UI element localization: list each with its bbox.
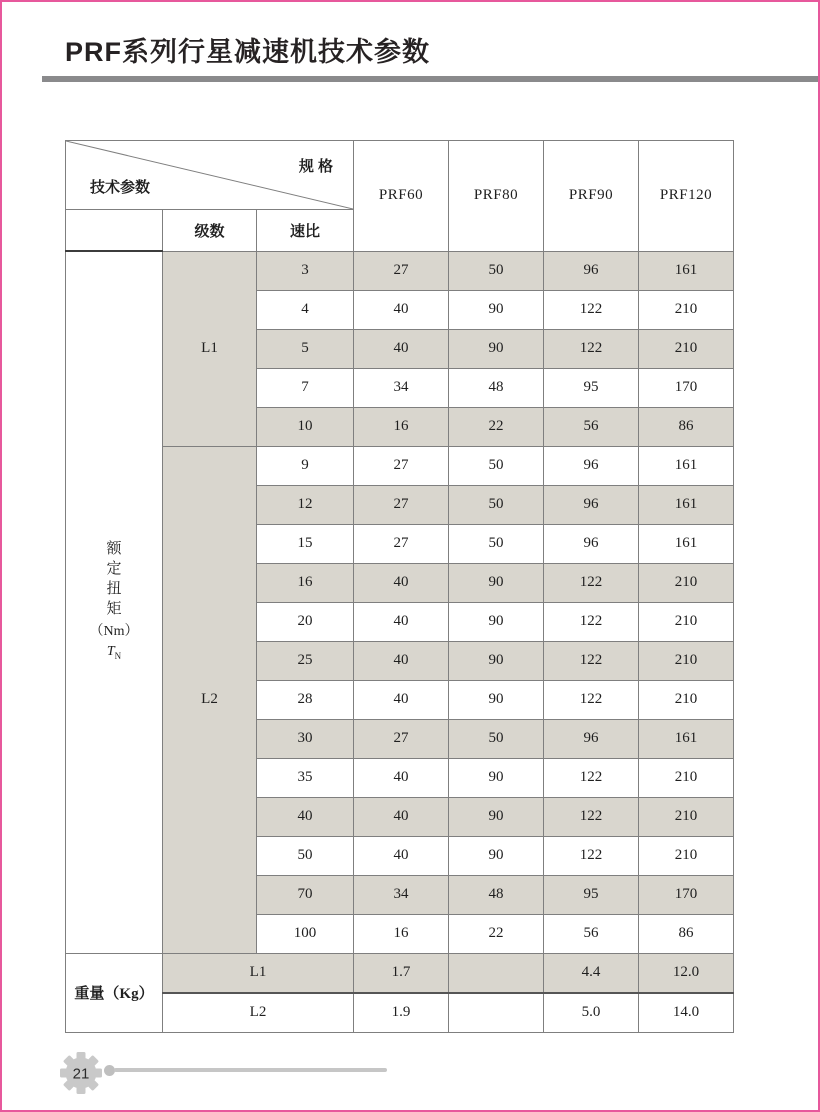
value-cell: 96 xyxy=(544,485,639,524)
value-cell: 122 xyxy=(544,602,639,641)
value-cell: 210 xyxy=(639,758,734,797)
ratio-cell: 30 xyxy=(257,719,354,758)
value-cell: 170 xyxy=(639,368,734,407)
value-cell: 90 xyxy=(449,797,544,836)
column-header-prf80: PRF80 xyxy=(449,141,544,252)
value-cell: 50 xyxy=(449,524,544,563)
value-cell: 40 xyxy=(354,602,449,641)
value-cell: 56 xyxy=(544,407,639,446)
table-body xyxy=(66,251,734,1032)
value-cell: 90 xyxy=(449,602,544,641)
value-cell: 40 xyxy=(354,290,449,329)
value-cell: 16 xyxy=(354,407,449,446)
value-cell: 90 xyxy=(449,680,544,719)
torque-label-char: 额 xyxy=(106,540,122,557)
title-underline xyxy=(42,76,818,82)
corner-label-spec: 规 格 xyxy=(298,158,334,175)
value-cell: 14.0 xyxy=(639,993,734,1033)
value-cell: 210 xyxy=(639,329,734,368)
ratio-cell: 9 xyxy=(257,446,354,485)
header-row-1 xyxy=(66,141,734,210)
value-cell: 161 xyxy=(639,524,734,563)
ratio-cell: 4 xyxy=(257,290,354,329)
value-cell: 210 xyxy=(639,836,734,875)
stage-header: 级数 xyxy=(163,210,257,252)
value-cell: 122 xyxy=(544,641,639,680)
value-cell: 4.4 xyxy=(544,953,639,993)
value-cell: 50 xyxy=(449,485,544,524)
ratio-cell: 16 xyxy=(257,563,354,602)
value-cell: 1.9 xyxy=(354,993,449,1033)
value-cell: 40 xyxy=(354,680,449,719)
ratio-cell: 100 xyxy=(257,914,354,953)
ratio-cell: 5 xyxy=(257,329,354,368)
blank-header-cell xyxy=(66,210,163,252)
weight-stage-cell: L1 xyxy=(163,953,354,993)
ratio-cell: 28 xyxy=(257,680,354,719)
ratio-cell: 40 xyxy=(257,797,354,836)
value-cell: 161 xyxy=(639,251,734,290)
value-cell: 50 xyxy=(449,251,544,290)
value-cell: 40 xyxy=(354,563,449,602)
value-cell: 90 xyxy=(449,329,544,368)
value-cell: 96 xyxy=(544,446,639,485)
value-cell: 210 xyxy=(639,797,734,836)
value-cell: 122 xyxy=(544,563,639,602)
value-cell: 12.0 xyxy=(639,953,734,993)
value-cell: 210 xyxy=(639,602,734,641)
value-cell: 210 xyxy=(639,290,734,329)
value-cell: 95 xyxy=(544,875,639,914)
value-cell: 27 xyxy=(354,524,449,563)
corner-label-params: 技术参数 xyxy=(90,179,151,196)
torque-label-char: 定 xyxy=(106,560,122,577)
value-cell: 210 xyxy=(639,563,734,602)
value-cell: 122 xyxy=(544,797,639,836)
gear-page-badge xyxy=(58,1050,104,1096)
value-cell xyxy=(449,993,544,1033)
ratio-cell: 3 xyxy=(257,251,354,290)
ratio-cell: 10 xyxy=(257,407,354,446)
torque-unit: （Nm） xyxy=(89,623,139,639)
value-cell: 170 xyxy=(639,875,734,914)
value-cell: 161 xyxy=(639,719,734,758)
value-cell: 40 xyxy=(354,641,449,680)
value-cell: 50 xyxy=(449,719,544,758)
value-cell: 90 xyxy=(449,836,544,875)
value-cell: 16 xyxy=(354,914,449,953)
value-cell: 122 xyxy=(544,290,639,329)
value-cell: 96 xyxy=(544,251,639,290)
value-cell: 56 xyxy=(544,914,639,953)
ratio-cell: 20 xyxy=(257,602,354,641)
value-cell: 27 xyxy=(354,251,449,290)
value-cell: 210 xyxy=(639,641,734,680)
value-cell: 40 xyxy=(354,836,449,875)
spec-table xyxy=(65,140,734,1033)
torque-label-char: 矩 xyxy=(106,600,122,617)
table-row xyxy=(66,446,734,485)
value-cell: 161 xyxy=(639,446,734,485)
torque-row-label xyxy=(66,251,163,953)
value-cell: 90 xyxy=(449,758,544,797)
value-cell: 122 xyxy=(544,836,639,875)
corner-header-cell xyxy=(66,141,354,210)
value-cell: 96 xyxy=(544,524,639,563)
value-cell: 122 xyxy=(544,758,639,797)
stage-cell: L1 xyxy=(163,251,257,446)
value-cell: 27 xyxy=(354,719,449,758)
stage-cell: L2 xyxy=(163,446,257,953)
value-cell: 90 xyxy=(449,641,544,680)
value-cell: 34 xyxy=(354,875,449,914)
value-cell: 95 xyxy=(544,368,639,407)
ratio-cell: 35 xyxy=(257,758,354,797)
value-cell: 96 xyxy=(544,719,639,758)
weight-row-label: 重量（Kg） xyxy=(66,953,163,1032)
value-cell: 34 xyxy=(354,368,449,407)
page-number: 21 xyxy=(72,1065,90,1083)
torque-symbol: $T_N$ xyxy=(106,643,122,661)
value-cell: 86 xyxy=(639,407,734,446)
page-title: PRF系列行星减速机技术参数 xyxy=(65,37,430,67)
value-cell: 22 xyxy=(449,914,544,953)
ratio-cell: 25 xyxy=(257,641,354,680)
value-cell: 122 xyxy=(544,329,639,368)
value-cell: 122 xyxy=(544,680,639,719)
value-cell: 210 xyxy=(639,680,734,719)
ratio-cell: 15 xyxy=(257,524,354,563)
value-cell: 27 xyxy=(354,446,449,485)
value-cell: 5.0 xyxy=(544,993,639,1033)
value-cell: 90 xyxy=(449,290,544,329)
value-cell xyxy=(449,953,544,993)
value-cell: 40 xyxy=(354,758,449,797)
value-cell: 40 xyxy=(354,329,449,368)
torque-label-char: 扭 xyxy=(106,580,122,597)
ratio-cell: 7 xyxy=(257,368,354,407)
table-row xyxy=(66,953,734,993)
ratio-cell: 70 xyxy=(257,875,354,914)
value-cell: 48 xyxy=(449,368,544,407)
column-header-prf120: PRF120 xyxy=(639,141,734,252)
table-row xyxy=(66,993,734,1033)
value-cell: 22 xyxy=(449,407,544,446)
value-cell: 90 xyxy=(449,563,544,602)
value-cell: 50 xyxy=(449,446,544,485)
value-cell: 161 xyxy=(639,485,734,524)
weight-stage-cell: L2 xyxy=(163,993,354,1033)
value-cell: 1.7 xyxy=(354,953,449,993)
value-cell: 86 xyxy=(639,914,734,953)
table-row xyxy=(66,251,734,290)
footer-rule xyxy=(114,1068,387,1072)
column-header-prf60: PRF60 xyxy=(354,141,449,252)
value-cell: 27 xyxy=(354,485,449,524)
ratio-cell: 12 xyxy=(257,485,354,524)
value-cell: 40 xyxy=(354,797,449,836)
ratio-cell: 50 xyxy=(257,836,354,875)
value-cell: 48 xyxy=(449,875,544,914)
column-header-prf90: PRF90 xyxy=(544,141,639,252)
ratio-header: 速比 xyxy=(257,210,354,252)
